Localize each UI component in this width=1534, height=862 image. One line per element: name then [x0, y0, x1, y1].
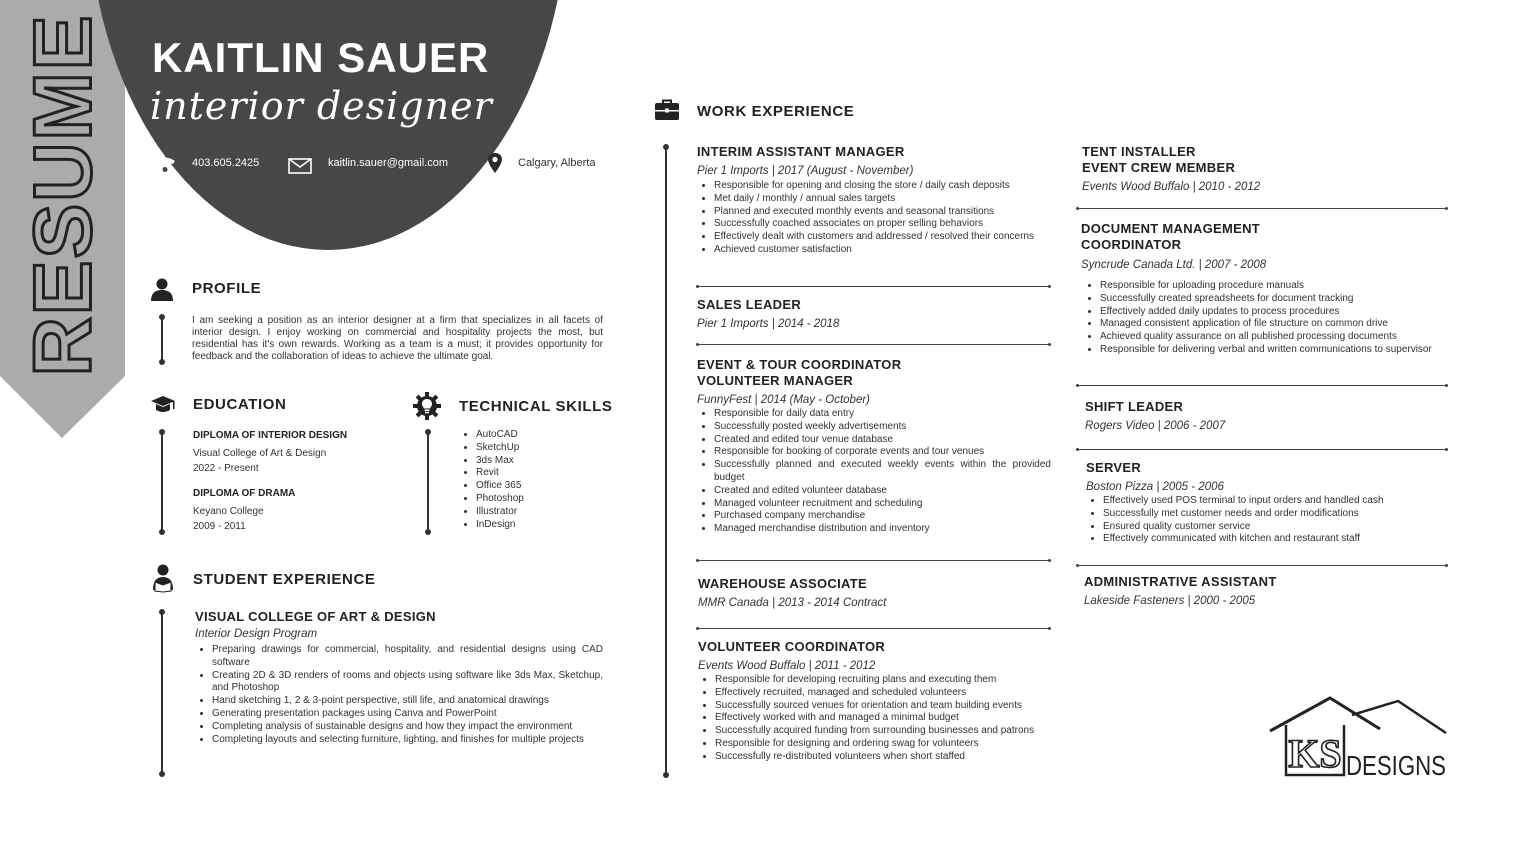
bullet: • Preparing drawings for commercial, hospitality, and residential designs using CAD software: [212, 644, 603, 670]
bullet: • Generating presentation packages using Canva and PowerPoint: [212, 708, 603, 721]
briefcase-icon: [654, 99, 680, 121]
skill-item: • Office 365: [476, 480, 524, 493]
bullet: • Successfully acquired funding from surrounding businesses and patrons: [715, 725, 1051, 738]
job-company: Lakeside Fasteners | 2000 - 2005: [1084, 595, 1256, 607]
job-bullets: [697, 180, 1051, 257]
skill-item: • Revit: [476, 467, 524, 480]
bullet: • Successfully coached associates on proper selling behaviors: [714, 218, 1051, 231]
bullet: • Effectively added daily updates to process procedures: [1100, 306, 1448, 319]
bullet: • Achieved customer satisfaction: [714, 244, 1051, 257]
profile-timeline: [161, 317, 163, 362]
profile-heading: PROFILE: [192, 280, 262, 297]
education-degree: DIPLOMA OF INTERIOR DESIGN: [193, 430, 348, 441]
student-reading-icon: [150, 564, 176, 592]
job-entry: [698, 639, 1051, 764]
skill-item: • Illustrator: [476, 506, 524, 519]
job-entry: [1082, 144, 1448, 193]
bullet: • Hand sketching 1, 2 & 3-point perspective, still life, and anatomical drawings: [212, 695, 603, 708]
student-subtitle: Interior Design Program: [195, 628, 318, 640]
job-company: Events Wood Buffalo | 2011 - 2012: [698, 660, 876, 672]
job-entry: [697, 357, 1051, 536]
education-heading: EDUCATION: [193, 396, 287, 413]
job-title: SALES LEADER: [697, 297, 802, 312]
job-company: Boston Pizza | 2005 - 2006: [1086, 481, 1224, 493]
bullet: • Purchased company merchandise: [714, 510, 1051, 523]
bullet: • Responsible for designing and ordering swag for volunteers: [715, 738, 1051, 751]
envelope-icon: [288, 158, 312, 174]
job-bullets: [1086, 495, 1448, 546]
skill-item: • SketchUp: [476, 442, 524, 455]
bullet: • Ensured quality customer service: [1103, 521, 1448, 534]
bullet: • Completing layouts and selecting furniture, lighting, and finishes for multiple projects: [212, 734, 603, 747]
bullet: • Effectively used POS terminal to input orders and handled cash: [1103, 495, 1448, 508]
phone-number[interactable]: 403.605.2425: [192, 157, 260, 169]
job-title-line2: EVENT CREW MEMBER: [1082, 160, 1236, 175]
resume-vertical-word: [8, 13, 118, 377]
location: Calgary, Alberta: [518, 157, 596, 169]
bullet: • Successfully posted weekly advertisements: [714, 421, 1051, 434]
job-entry: [1085, 399, 1448, 432]
job-title: EVENT & TOUR COORDINATOR: [697, 357, 902, 372]
job-title-line2: VOLUNTEER MANAGER: [697, 373, 854, 388]
divider: [697, 344, 1050, 345]
bullet: • Responsible for uploading procedure manuals: [1100, 280, 1448, 293]
candidate-title: interior designer: [150, 84, 493, 128]
bullet: • Created and edited volunteer database: [714, 485, 1051, 498]
job-entry: [1084, 574, 1448, 607]
bullet: • Achieved quality assurance on all published processing documents: [1100, 331, 1448, 344]
svg-text:DESIGNS: DESIGNS: [1346, 750, 1446, 781]
student-entry: [195, 609, 603, 746]
bullet: • Managed consistent application of file structure on common drive: [1100, 318, 1448, 331]
job-entry: [697, 144, 1051, 257]
profile-text: I am seeking a position as an interior designer at a firm that specializes in all facets of interior design. I enjoy working on commercial and hospitality projects the most, but residential has it's own rewards. Working as a team is a must; it provides opportunity for feedback and the collaboration of ideas to achieve the ultimate goal.: [192, 315, 603, 362]
gear-lightbulb-icon: [413, 392, 441, 420]
email-address[interactable]: kaitlin.sauer@gmail.com: [328, 157, 448, 169]
job-bullets: [698, 674, 1051, 764]
bullet: • Effectively worked with and managed a minimal budget: [715, 712, 1051, 725]
job-company: MMR Canada | 2013 - 2014 Contract: [698, 597, 887, 609]
skills-timeline: [427, 432, 429, 532]
divider: [1077, 208, 1447, 209]
job-title: ADMINISTRATIVE ASSISTANT: [1084, 574, 1277, 589]
job-company: Syncrude Canada Ltd. | 2007 - 2008: [1081, 259, 1267, 271]
job-title: SERVER: [1086, 460, 1142, 475]
divider: [697, 628, 1050, 629]
job-entry: [698, 576, 1052, 609]
graduation-cap-icon: [150, 395, 176, 415]
education-timeline: [161, 432, 163, 532]
student-title: VISUAL COLLEGE OF ART & DESIGN: [195, 609, 436, 624]
divider: [697, 560, 1050, 561]
bullet: • Effectively communicated with kitchen and restaurant staff: [1103, 533, 1448, 546]
job-title: INTERIM ASSISTANT MANAGER: [697, 144, 905, 159]
job-company: Events Wood Buffalo | 2010 - 2012: [1082, 181, 1261, 193]
map-pin-icon: [487, 152, 503, 174]
divider: [697, 286, 1050, 287]
bullet: • Completing analysis of sustainable designs and how they impact the environment: [212, 721, 603, 734]
job-title: SHIFT LEADER: [1085, 399, 1184, 414]
student-timeline: [161, 612, 163, 774]
skill-item: • InDesign: [476, 519, 524, 532]
bullet: • Successfully met customer needs and order modifications: [1103, 508, 1448, 521]
student-heading: STUDENT EXPERIENCE: [193, 571, 376, 588]
skills-heading: TECHNICAL SKILLS: [459, 398, 613, 415]
education-degree: DIPLOMA OF DRAMA: [193, 488, 296, 499]
bullet: • Creating 2D & 3D renders of rooms and objects using software like 3ds Max, Sketchup, and Photoshop: [212, 670, 603, 696]
bullet: • Planned and executed monthly events and seasonal transitions: [714, 206, 1051, 219]
skill-item: • AutoCAD: [476, 429, 524, 442]
education-school: Keyano College: [193, 506, 264, 517]
bullet: • Responsible for booking of corporate events and tour venues: [714, 446, 1051, 459]
bullet: • Successfully planned and executed weekly events within the provided budget: [714, 459, 1051, 485]
skills-list: [461, 429, 524, 531]
svg-text:KS: KS: [1288, 731, 1342, 776]
work-timeline: [665, 147, 667, 775]
job-bullets: [697, 408, 1051, 536]
bullet: • Met daily / monthly / annual sales targets: [714, 193, 1051, 206]
job-title: WAREHOUSE ASSOCIATE: [698, 576, 867, 591]
bullet: • Successfully re-distributed volunteers when short staffed: [715, 751, 1051, 764]
education-years: 2022 - Present: [193, 463, 259, 474]
bullet: • Successfully created spreadsheets for document tracking: [1100, 293, 1448, 306]
ks-designs-logo: [1268, 695, 1448, 785]
education-years: 2009 - 2011: [193, 521, 246, 532]
work-heading: WORK EXPERIENCE: [697, 103, 855, 120]
job-title: VOLUNTEER COORDINATOR: [698, 639, 886, 654]
bullet: • Responsible for opening and closing the store / daily cash deposits: [714, 180, 1051, 193]
job-company: Pier 1 Imports | 2014 - 2018: [697, 318, 840, 330]
job-title-line2: COORDINATOR: [1081, 237, 1182, 252]
bullet: • Responsible for developing recruiting plans and executing them: [715, 674, 1051, 687]
person-icon: [150, 277, 174, 301]
bullet: • Effectively dealt with customers and addressed / resolved their concerns: [714, 231, 1051, 244]
job-title: TENT INSTALLER: [1082, 144, 1196, 159]
education-school: Visual College of Art & Design: [193, 448, 327, 459]
divider: [1077, 385, 1447, 386]
education-item: [193, 428, 347, 476]
bullet: • Created and edited tour venue database: [714, 434, 1051, 447]
job-company: FunnyFest | 2014 (May - October): [697, 394, 870, 406]
bullet: • Responsible for daily data entry: [714, 408, 1051, 421]
student-bullets: [195, 644, 603, 746]
bullet: • Successfully sourced venues for orientation and team building events: [715, 700, 1051, 713]
bullet: • Managed merchandise distribution and inventory: [714, 523, 1051, 536]
job-bullets: [1081, 280, 1448, 357]
bullet: • Responsible for delivering verbal and written communications to supervisor: [1100, 344, 1448, 357]
bullet: • Managed volunteer recruitment and scheduling: [714, 498, 1051, 511]
divider: [1077, 565, 1447, 566]
job-entry: [1081, 221, 1448, 357]
skill-item: • 3ds Max: [476, 455, 524, 468]
svg-text:RESUME: RESUME: [17, 13, 109, 377]
divider: [1077, 449, 1447, 450]
skill-item: • Photoshop: [476, 493, 524, 506]
job-entry: [697, 297, 1051, 330]
job-company: Pier 1 Imports | 2017 (August - November): [697, 165, 914, 177]
job-company: Rogers Video | 2006 - 2007: [1085, 420, 1226, 432]
job-title: DOCUMENT MANAGEMENT: [1081, 221, 1261, 236]
bullet: • Effectively recruited, managed and scheduled volunteers: [715, 687, 1051, 700]
phone-icon: [153, 155, 177, 175]
job-entry: [1086, 460, 1448, 546]
education-item: [193, 486, 295, 534]
candidate-name: KAITLIN SAUER: [152, 34, 490, 81]
